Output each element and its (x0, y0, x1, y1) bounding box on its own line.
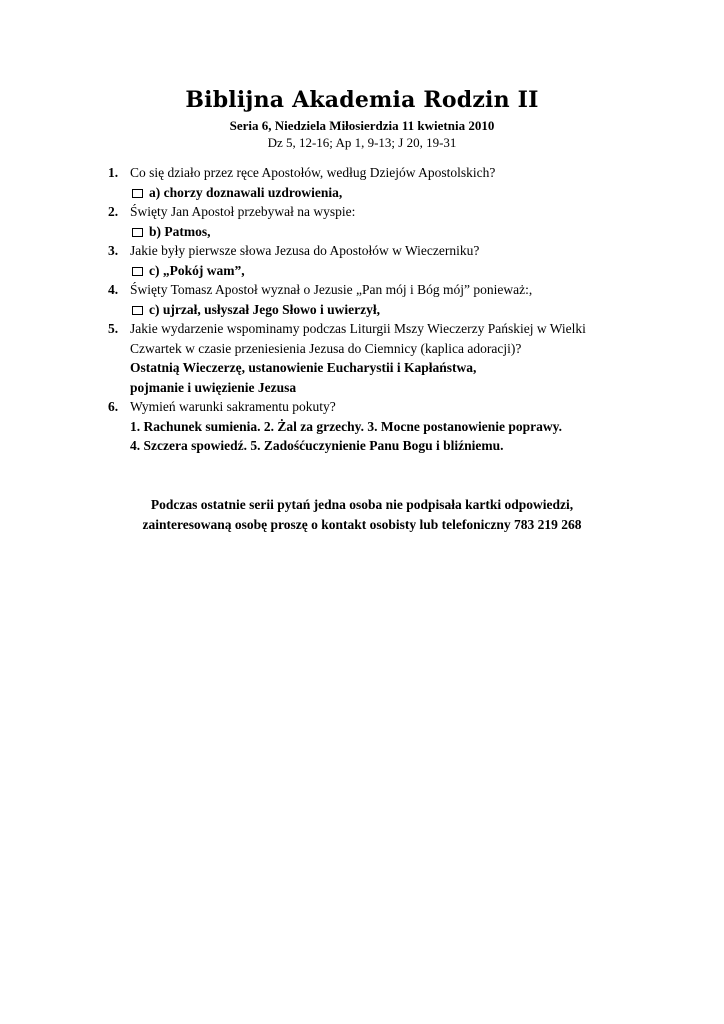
scripture-references: Dz 5, 12-16; Ap 1, 9-13; J 20, 19-31 (267, 135, 457, 150)
notice-line-1: Podczas ostatnie serii pytań jedna osoba nie podpisała kartki odpowiedzi, (150, 497, 574, 512)
question-number: 6. (108, 399, 119, 414)
question-1 (108, 163, 628, 183)
question-4 (108, 280, 628, 300)
question-2 (108, 202, 628, 222)
answer-2 (108, 222, 628, 242)
answer-6-line-1: 1. Rachunek sumienia. 2. Żal za grzechy. 3. Mocne postanowienie poprawy. (130, 418, 563, 434)
answer-text: b) Patmos, (149, 223, 211, 239)
checkbox-icon (132, 267, 143, 276)
answer-6-line-2: 4. Szczera spowiedź. 5. Zadośćuczynienie Panu Bogu i bliźniemu. (130, 438, 504, 453)
question-text: Jakie wydarzenie wspominamy podczas Liturgii Mszy Wieczerzy Pańskiej w Wielki Czwartek w czasie przeniesienia Jezusa do Ciemnicy (kaplica adoracji)? (130, 321, 586, 356)
question-text: Święty Tomasz Apostoł wyznał o Jezusie „Pan mój i Bóg mój” ponieważ:, (130, 282, 533, 297)
question-3 (108, 241, 628, 261)
answer-1 (108, 183, 628, 203)
question-number: 4. (108, 282, 119, 297)
answer-5-line-1: Ostatnią Wieczerzę, ustanowienie Eucharystii i Kapłaństwa, (130, 360, 477, 375)
question-text: Co się działo przez ręce Apostołów, według Dziejów Apostolskich? (130, 165, 496, 180)
page-subtitle: Seria 6, Niedziela Miłosierdzia 11 kwietnia 2010 (229, 118, 495, 133)
question-number: 5. (108, 321, 119, 336)
answer-text: a) chorzy doznawali uzdrowienia, (149, 184, 343, 200)
page-title: Biblijna Akademia Rodzin II (185, 87, 539, 113)
answer-3 (108, 261, 628, 281)
answer-4 (108, 300, 628, 320)
question-list (108, 163, 628, 456)
question-5 (108, 319, 628, 358)
checkbox-icon (132, 306, 143, 315)
question-number: 1. (108, 165, 119, 180)
answer-text: c) ujrzał, usłyszał Jego Słowo i uwierzył, (149, 301, 380, 317)
answer-5-line-2: pojmanie i uwięzienie Jezusa (130, 379, 297, 395)
question-text: Święty Jan Apostoł przebywał na wyspie: (130, 204, 356, 219)
checkbox-icon (132, 228, 143, 237)
answer-text: c) „Pokój wam”, (149, 262, 245, 278)
contact-notice (0, 495, 724, 535)
question-6 (108, 397, 628, 417)
notice-line-2: zainteresowaną osobę proszę o kontakt osobisty lub telefoniczny 783 219 268 (142, 517, 582, 532)
question-number: 2. (108, 204, 119, 219)
question-number: 3. (108, 243, 119, 258)
question-text: Jakie były pierwsze słowa Jezusa do Apostołów w Wieczerniku? (130, 243, 480, 258)
checkbox-icon (132, 189, 143, 198)
question-text: Wymień warunki sakramentu pokuty? (130, 399, 336, 414)
